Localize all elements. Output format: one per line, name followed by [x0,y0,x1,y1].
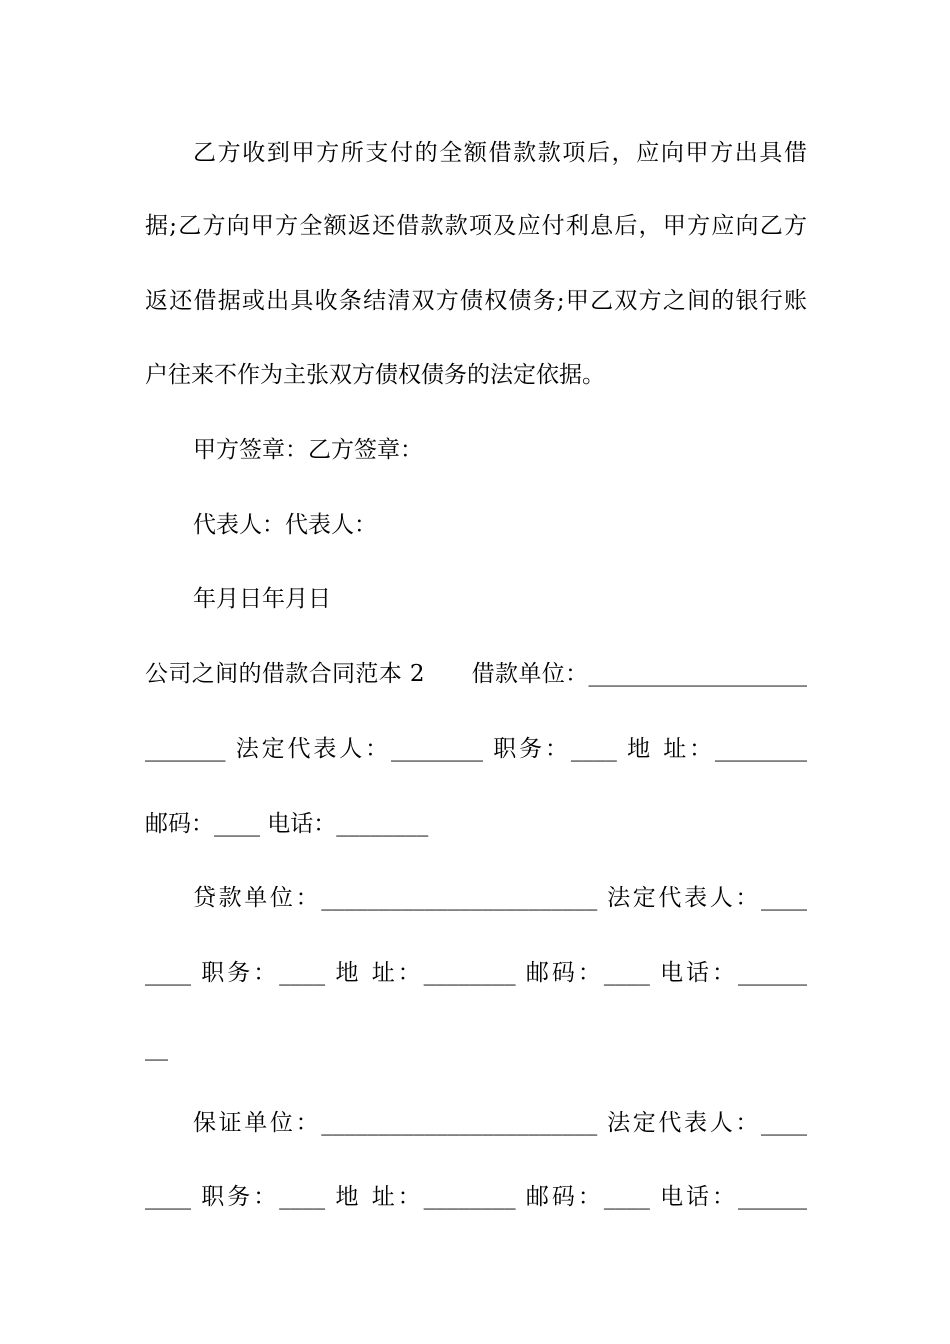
date-line: 年月日年月日 [193,586,331,612]
representative-line: 代表人：代表人： [193,512,377,538]
guarantor-line-1: 保证单位：________________________ 法定代表人：____ [193,1110,807,1136]
borrower-line-1: 公司之间的借款合同范本 2 借款单位：___________________ [145,661,807,687]
borrower-line-3: 邮码：____ 电话：________ [145,811,429,837]
lender-line-3: __ [145,1035,168,1061]
paragraph-line-2: 据;乙方向甲方全额返还借款款项及应付利息后，甲方应向乙方 [145,213,807,239]
lender-line-2: ____ 职务：____ 地 址：________ 邮码：____ 电话：______ [145,960,807,986]
borrower-line-2: _______ 法定代表人：________ 职务：____ 地 址：________ [145,736,807,762]
paragraph-line-1: 乙方收到甲方所支付的全额借款款项后，应向甲方出具借 [193,140,807,166]
guarantor-line-2: ____ 职务：____ 地 址：________ 邮码：____ 电话：______ [145,1184,807,1210]
signature-line: 甲方签章：乙方签章： [193,437,423,463]
paragraph-line-3: 返还借据或出具收条结清双方债权债务;甲乙双方之间的银行账 [145,288,807,314]
lender-line-1: 贷款单位：________________________ 法定代表人：____ [193,885,807,911]
paragraph-line-4: 户往来不作为主张双方债权债务的法定依据。 [145,362,605,388]
